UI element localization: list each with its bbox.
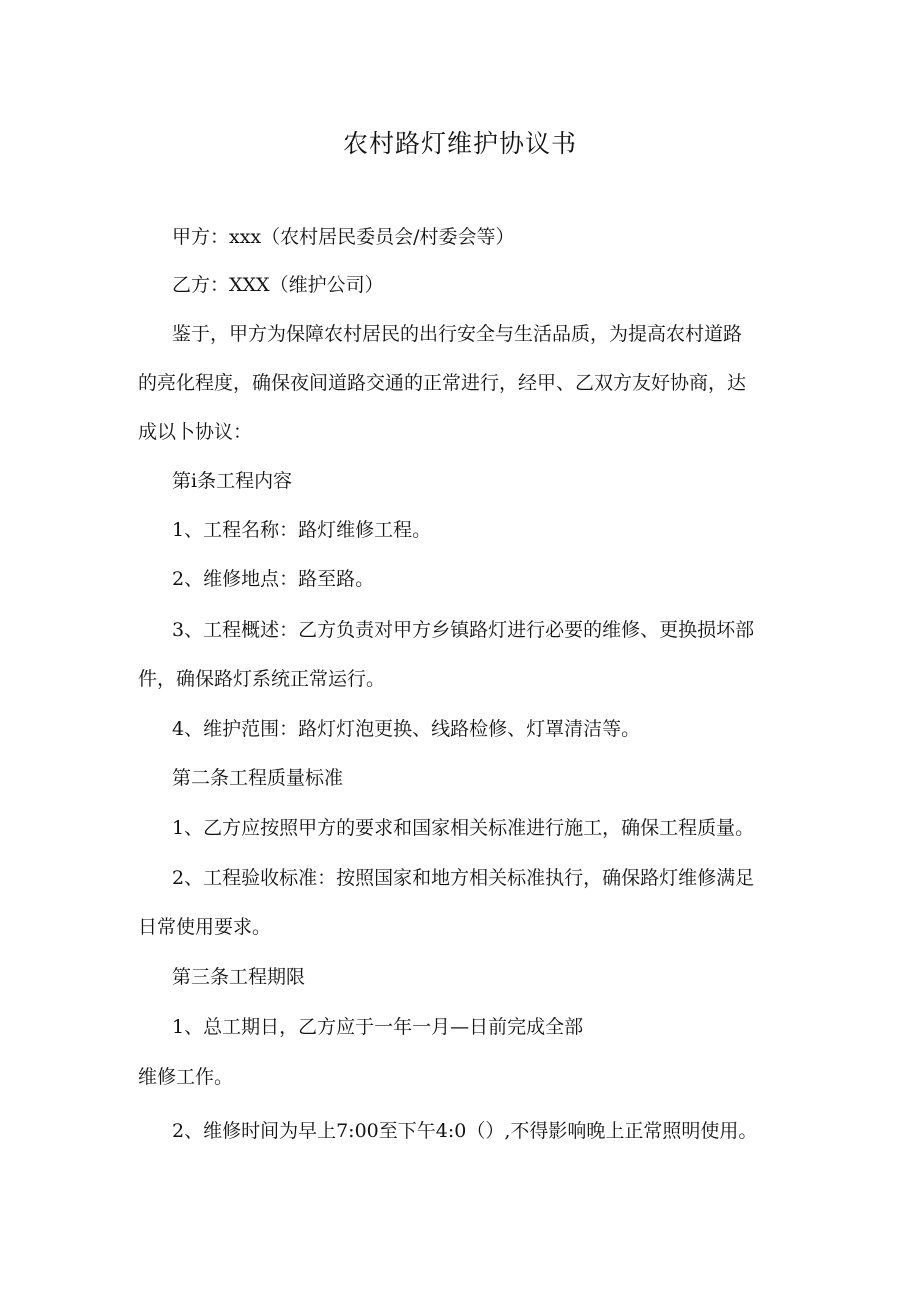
article-1-heading: 第i条工程内容 — [172, 470, 293, 492]
article-3-item-2: 2、维修时间为早上7:00至下午4:0（）,不得影响晚上正常照明使用。 — [172, 1120, 758, 1142]
article-1-item-1: 1、工程名称：路灯维修工程。 — [172, 519, 432, 541]
article-2-heading: 第二条工程质量标准 — [172, 767, 344, 789]
article-1-item-3-line-1: 3、工程概述：乙方负责对甲方乡镇路灯进行必要的维修、更换损坏部 — [172, 619, 755, 641]
preamble-line-2: 的亮化程度，确保夜间道路交通的正常进行，经甲、乙双方友好协商，达 — [138, 372, 747, 394]
preamble-line-3: 成以卜协议： — [138, 421, 253, 443]
preamble-line-1: 鉴于，甲方为保障农村居民的出行安全与生活品质，为提高农村道路 — [172, 323, 743, 345]
document-title: 农村路灯维护协议书 — [342, 129, 577, 158]
article-3-heading: 第三条工程期限 — [172, 966, 306, 988]
article-2-item-2-line-2: 日常使用要求。 — [138, 916, 272, 938]
party-b-line: 乙方：XXX（维护公司） — [172, 274, 384, 296]
article-2-item-1: 1、乙方应按照甲方的要求和国家相关标准进行施工，确保工程质量。 — [172, 817, 755, 839]
article-3-item-1-line-1: 1、总工期日，乙方应于一年一月—日前完成全部 — [172, 1016, 584, 1038]
article-2-item-2-line-1: 2、工程验收标准：按照国家和地方相关标准执行，确保路灯维修满足 — [172, 867, 755, 889]
article-1-item-2: 2、维修地点：路至路。 — [172, 568, 375, 590]
article-1-item-3-line-2: 件，确保路灯系统正常运行。 — [138, 668, 386, 690]
article-1-item-4: 4、维护范围：路灯灯泡更换、线路检修、灯罩清洁等。 — [172, 718, 641, 740]
party-a-line: 甲方：xxx（农村居民委员会/村委会等） — [172, 226, 515, 248]
article-3-item-1-line-2: 维修工作。 — [138, 1066, 234, 1088]
